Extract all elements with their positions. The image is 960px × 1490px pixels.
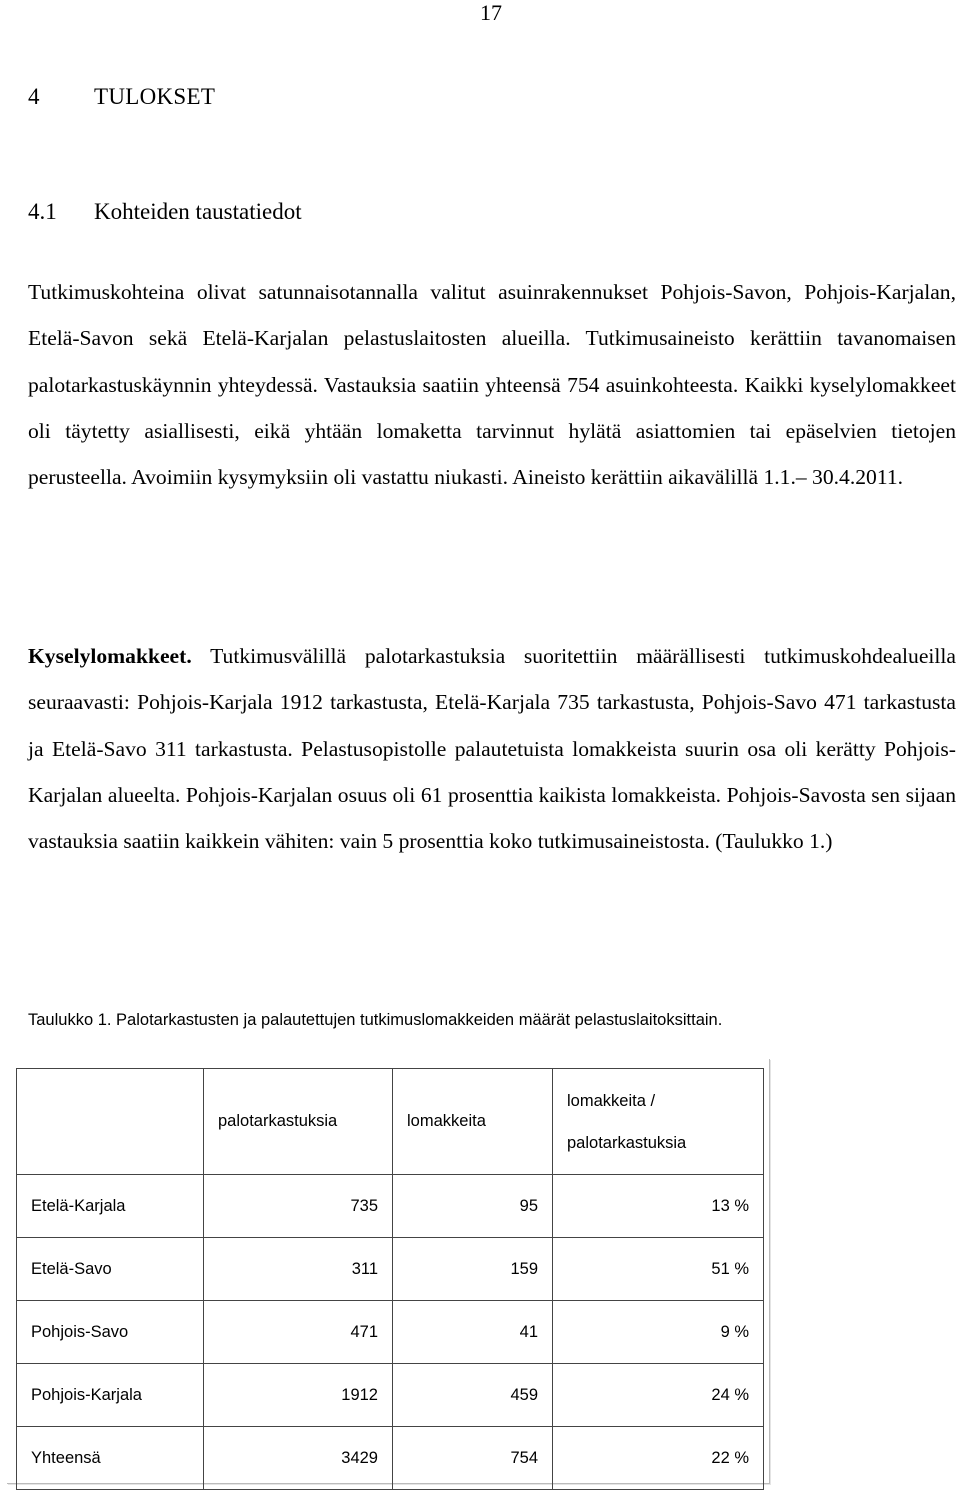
cell-region: Yhteensä	[17, 1427, 204, 1490]
table-row	[17, 1301, 764, 1364]
paragraph-forms-text: Tutkimusvälillä palotarkastuksia suoritettiin määrällisesti tutkimuskohdealueilla seuraavasti: Pohjois-Karjala 1912 tarkastusta, Etelä-Karjala 735 tarkastusta, Pohjois-Savo 471 tarkastusta ja Etelä-Savo 311 tarkastusta. Pelastusopistolle palautetuista lomakkeista suurin osa oli kerätty Pohjois-Karjalan alueelta. Pohjois-Karjalan osuus oli 61 prosenttia kaikista lomakkeista. Pohjois-Savosta sen sijaan vastauksia saatiin kaikkein vähiten: vain 5 prosenttia koko tutkimusaineistosta. (Taulukko 1.)	[28, 644, 956, 854]
cell-ratio: 51 %	[553, 1238, 764, 1301]
table-row	[17, 1238, 764, 1301]
table-header-row	[17, 1069, 764, 1175]
table-frame	[6, 1058, 769, 1483]
paragraph-intro: Tutkimuskohteina olivat satunnaisotannalla valitut asuinrakennukset Pohjois-Savon, Pohjois-Karjalan, Etelä-Savon sekä Etelä-Karjalan pelastuslaitosten alueilla. Tutkimusaineisto kerättiin tavanomaisen palotarkastuskäynnin yhteydessä. Vastauksia saatiin yhteensä 754 asuinkohteesta. Kaikki kyselylomakkeet oli täytetty asiallisesti, eikä yhtään lomaketta tarvinnut hylätä asiattomien tai epäselvien tietojen perusteella. Avoimiin kysymyksiin oli vastattu niukasti. Aineisto kerättiin aikavälillä 1.1.– 30.4.2011.	[28, 280, 956, 490]
paragraph-forms	[28, 633, 956, 864]
cell-inspections: 1912	[204, 1364, 393, 1427]
cell-region: Etelä-Savo	[17, 1238, 204, 1301]
data-table	[16, 1068, 764, 1490]
cell-region: Pohjois-Savo	[17, 1301, 204, 1364]
chapter-title: TULOKSET	[94, 84, 216, 109]
header-ratio-line2: palotarkastuksia	[567, 1133, 687, 1152]
chapter-number: 4	[28, 84, 40, 109]
chapter-heading	[28, 84, 215, 110]
section-title: Kohteiden taustatiedot	[94, 199, 302, 224]
table-row	[17, 1175, 764, 1238]
cell-forms: 95	[393, 1175, 553, 1238]
cell-forms: 754	[393, 1427, 553, 1490]
cell-inspections: 311	[204, 1238, 393, 1301]
cell-ratio: 22 %	[553, 1427, 764, 1490]
cell-ratio: 9 %	[553, 1301, 764, 1364]
table-row	[17, 1364, 764, 1427]
cell-forms: 159	[393, 1238, 553, 1301]
cell-inspections: 3429	[204, 1427, 393, 1490]
page-number: 17	[480, 0, 502, 25]
cell-inspections: 735	[204, 1175, 393, 1238]
table-row-total	[17, 1427, 764, 1490]
cell-ratio: 13 %	[553, 1175, 764, 1238]
header-ratio-line1: lomakkeita /	[567, 1091, 656, 1110]
cell-forms: 459	[393, 1364, 553, 1427]
section-number: 4.1	[28, 199, 57, 224]
paragraph-lead: Kyselylomakkeet.	[28, 644, 192, 668]
header-cell-inspections: palotarkastuksia	[204, 1069, 393, 1175]
table-caption: Taulukko 1. Palotarkastusten ja palautettujen tutkimuslomakkeiden määrät pelastuslaitoksittain.	[28, 1011, 723, 1029]
section-heading	[28, 199, 302, 225]
cell-inspections: 471	[204, 1301, 393, 1364]
header-cell-ratio	[553, 1069, 764, 1175]
cell-region: Pohjois-Karjala	[17, 1364, 204, 1427]
header-cell-region	[17, 1069, 204, 1175]
cell-region: Etelä-Karjala	[17, 1175, 204, 1238]
cell-forms: 41	[393, 1301, 553, 1364]
header-cell-forms: lomakkeita	[393, 1069, 553, 1175]
cell-ratio: 24 %	[553, 1364, 764, 1427]
